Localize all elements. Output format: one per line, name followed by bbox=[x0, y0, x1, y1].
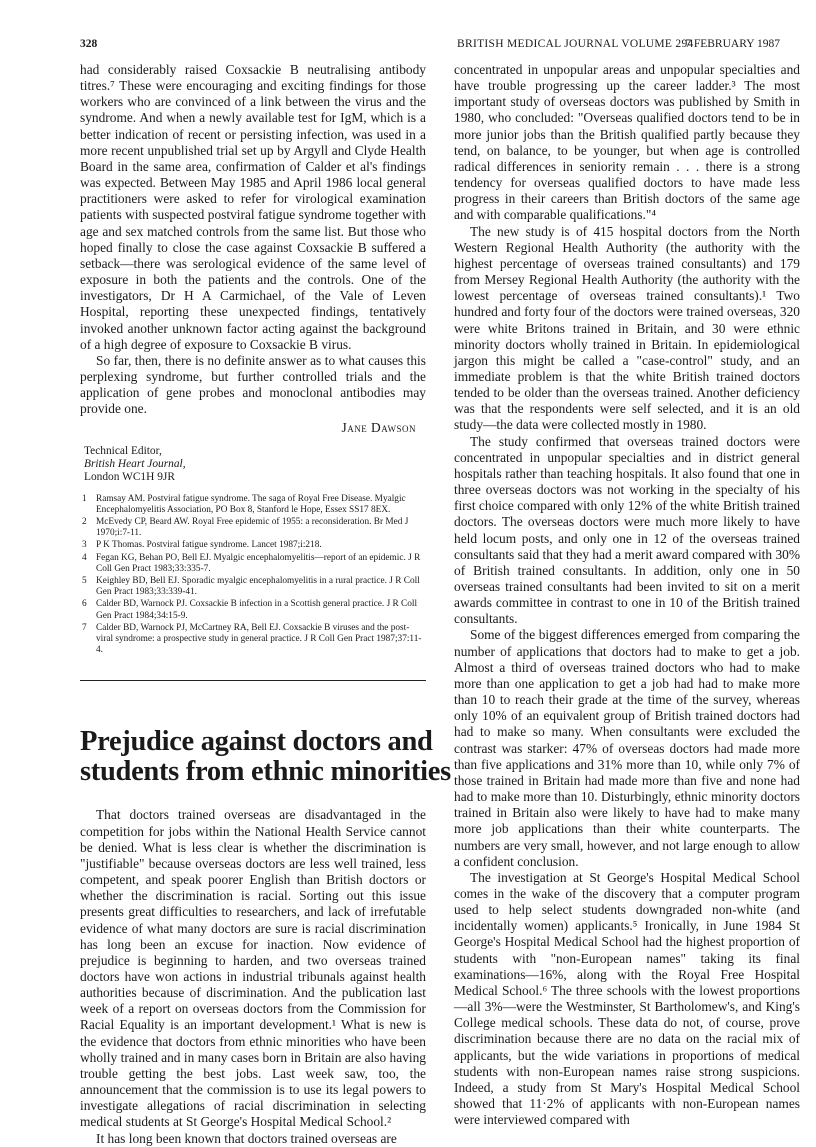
article-title bbox=[80, 726, 451, 788]
reference-number: 2 bbox=[82, 517, 87, 527]
reference-item bbox=[80, 494, 426, 516]
reference-text: Keighley BD, Bell EJ. Sporadic myalgic encephalomyelitis in a rural practice. J R Coll Gen Pract 1983;33:339-41. bbox=[96, 576, 420, 598]
reference-number: 1 bbox=[82, 493, 87, 504]
author-affiliation bbox=[84, 445, 426, 484]
reference-number: 7 bbox=[82, 622, 87, 633]
author-signature: Jane Dawson bbox=[341, 420, 416, 436]
reference-text: McEvedy CP, Beard AW. Royal Free epidemic of 1955: a reconsideration. Br Med J 1970;i:7-11. bbox=[96, 517, 409, 539]
reference-text: P K Thomas. Postviral fatigue syndrome. Lancet 1987;i:218. bbox=[96, 540, 322, 551]
section-divider bbox=[80, 680, 426, 681]
body-paragraph: had considerably raised Coxsackie B neutralising antibody titres.⁷ These were encouraging and exciting findings for those workers who are convinced of a link between the virus and the syndrome. And when a newly available test for IgM, which is a better indication of recent or persisting infection, was used in a more recent unpublished trial set up by Argyll and Clyde Health Board in the same area, confirmation of Calder et al's findings was expected. Between May 1985 and April 1986 local general practitioners were asked to refer for virological examination patients with suspected postviral fatigue syndrome together with age and sex matched controls from the same list. But those who hoped finally to close the case against Coxsackie B suffered a setback—there was serological evidence of the same level of exposure in both the patients and the controls. One of the investigators, Dr H A Carmichael, of the Vale of Leven Hospital, reporting these unexpected findings, tentatively invoked another unknown factor acting against the background of a high degree of exposure to Coxsackie B virus. bbox=[80, 62, 426, 352]
affiliation-line: British Heart Journal, bbox=[84, 457, 186, 470]
page-number: 328 bbox=[80, 38, 98, 50]
reference-item bbox=[80, 517, 426, 539]
reference-number: 3 bbox=[82, 540, 87, 551]
reference-list bbox=[80, 494, 426, 657]
article-body bbox=[80, 807, 426, 1146]
reference-item bbox=[80, 540, 426, 551]
reference-number: 5 bbox=[82, 576, 87, 587]
body-paragraph: The investigation at St George's Hospital Medical School comes in the wake of the discovery that a computer program used to help select students downgraded non-white (and incidentally women) applicants.⁵ Ironically, in June 1984 St George's Hospital Medical School had the highest proportion of students with "non-European names" taking its final examinations—16%, along with the Royal Free Hospital Medical School.⁶ The three schools with the lowest proportions—all 3%—were the Westminster, St Bartholomew's, and King's College medical schools. These data do not, of course, prove discrimination because there are no data on the racial mix of applicants, but the wide variations in proportions of medical students with non-European names raise strong suspicions. Indeed, a study from St Mary's Hospital Medical School showed that 11·2% of applicants with non-European names were interviewed compared with bbox=[454, 869, 800, 1128]
article-title-line: Prejudice against doctors and bbox=[80, 726, 433, 758]
body-paragraph: Some of the biggest differences emerged from comparing the number of applications that doctors had to make to get a job. Almost a third of overseas trained doctors who had to make more than one application to get a job had had to make more than 10 to reach their grade at the time of the survey, whereas only 10% of an equivalent group of British trained doctors had had to make so many. When consultants were excluded the contrast was starker: 47% of overseas doctors had made more than five applications and 31% more than 10, while only 7% of those trained in Britain had made more than five and none had had to make more than 10. Disturbingly, ethnic minority doctors trained in Britain also were likely to have had to make many more job applications than their white counterparts. The numbers are very small, however, and not large enough to allow a confident conclusion. bbox=[454, 627, 800, 869]
body-paragraph: It has long been known that doctors trained overseas are bbox=[96, 1130, 397, 1146]
reference-item bbox=[80, 623, 426, 657]
reference-item bbox=[80, 599, 426, 621]
reference-text: Calder BD, Warnock PJ. Coxsackie B infection in a Scottish general practice. J R Coll Gen Pract 1984;34:15-9. bbox=[96, 599, 418, 621]
right-column bbox=[454, 62, 800, 1128]
article-title-line: students from ethnic minorities bbox=[80, 756, 451, 788]
reference-number: 6 bbox=[82, 599, 87, 610]
reference-item bbox=[80, 576, 426, 598]
running-header bbox=[80, 38, 780, 56]
body-paragraph: The study confirmed that overseas trained doctors were concentrated in unpopular specialties and in district general hospitals rather than teaching hospitals. It also found that one in three overseas doctors was not working in the specialty of his first choice compared with only 12% of the white British trained doctors. The overseas doctors were much more likely to have held locum posts, and only one in 12 of the overseas trained consultants said that they had a merit award compared with 30% of British trained consultants. In addition, only one in 50 overseas trained consultants had been invited to sit on a merit awards committee in contrast to one in 10 of the British trained consultants. bbox=[454, 433, 800, 627]
reference-item bbox=[80, 553, 426, 575]
affiliation-line: Technical Editor, bbox=[84, 444, 162, 457]
reference-number: 4 bbox=[82, 552, 87, 563]
reference-text: Fegan KG, Behan PO, Bell EJ. Myalgic encephalomyelitis—report of an epidemic. J R Coll Gen Pract 1983;33:335-7. bbox=[96, 552, 421, 574]
body-paragraph: concentrated in unpopular areas and unpopular specialties and have trouble progressing up the career ladder.³ The most important study of overseas doctors was published by Smith in 1980, who concluded: "Overseas qualified doctors tend to be in more junior jobs than the British qualified partly because they tend, on balance, to be younger, but when age is controlled radical differences in seniority remain . . . there is a strong tendency for overseas qualified doctors to have made less progress in their careers than British doctors of the same age and with comparable qualifications."⁴ bbox=[454, 62, 800, 223]
body-paragraph: That doctors trained overseas are disadvantaged in the competition for jobs within the National Health Service cannot be denied. What is less clear is whether the discrimination is "justifiable" because overseas doctors are less well trained, less competent, and speak poorer English than British doctors or whether the discrimination is racial. Sorting out this issue presents great difficulties to researchers, and lack of irrefutable evidence of what many doctors are sure is racial discrimination has long been an excuse for inaction. Now evidence of prejudice is beginning to harden, and two overseas trained doctors have won actions in industrial tribunals against health authorities because of discrimination. And the publication last week of a report on overseas doctors from the Commission for Racial Equality is an important development.¹ What is new is the evidence that doctors from ethnic minorities who have been wholly trained and in many cases born in Britain are also having trouble getting the best jobs. Last week saw, too, the announcement that the commission is to use its legal powers to investigate allegations of racial discrimination in selecting medical students at St George's Hospital Medical School.² bbox=[80, 807, 426, 1130]
left-column bbox=[80, 62, 451, 1147]
reference-text: Ramsay AM. Postviral fatigue syndrome. The saga of Royal Free Disease. Myalgic Encephalomyelitis Association, PO Box 8, Stanford le Hope, Essex SS17 8EX. bbox=[96, 493, 406, 515]
journal-title: BRITISH MEDICAL JOURNAL VOLUME 294 bbox=[457, 38, 694, 50]
issue-date: 7 FEBRUARY 1987 bbox=[685, 38, 780, 50]
reference-text: Calder BD, Warnock PJ, McCartney RA, Bell EJ. Coxsackie B viruses and the post-viral syndrome: a prospective study in general practice. J R Coll Gen Pract 1987;37:11-4. bbox=[96, 622, 422, 656]
body-paragraph: The new study is of 415 hospital doctors from the North Western Regional Health Authority (the authority with the highest percentage of overseas trained consultants) and 179 from Mersey Regional Health Authority (the authority with the lowest percentage of overseas trained consultants).¹ Two hundred and forty four of the doctors were trained overseas, 320 were white Britons trained in Britain, and 30 were ethnic minority doctors wholly trained in Britain. In epidemiological jargon this might be called a "case-control" study, and an immediate problem is that the white British trained doctors tended to be older than the overseas trained. Another deficiency was that the respondents were self selected, and it is an old study—the data were collected mostly in 1980. bbox=[454, 223, 800, 433]
affiliation-line: London WC1H 9JR bbox=[84, 470, 175, 483]
body-paragraph: So far, then, there is no definite answer as to what causes this perplexing syndrome, but further controlled trials and the application of gene probes and monoclonal antibodies may provide one. bbox=[80, 352, 426, 417]
